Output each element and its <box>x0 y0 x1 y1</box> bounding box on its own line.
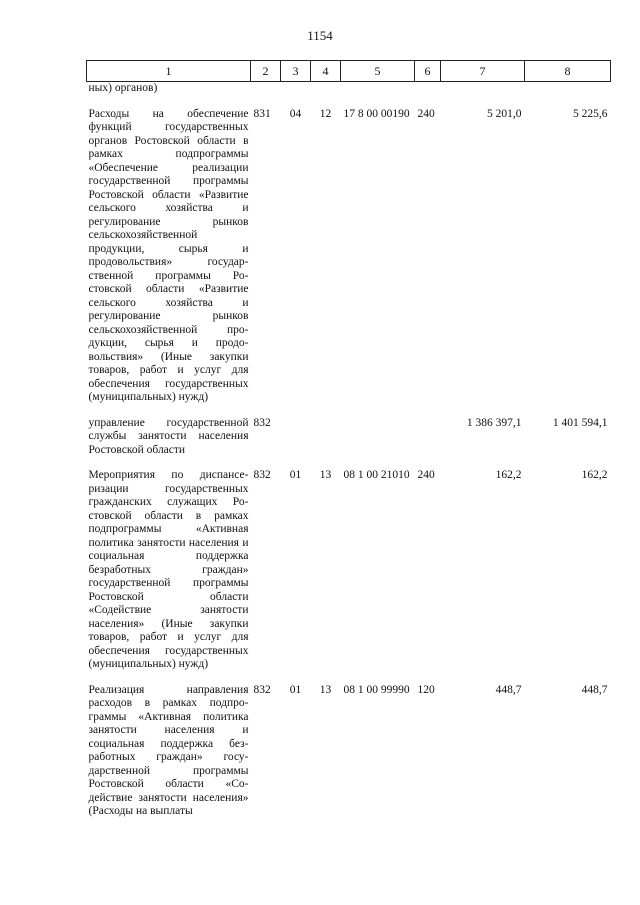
row-amount-year1: 5 201,0 <box>487 107 522 120</box>
row-ministry-code: 832 <box>253 416 271 429</box>
continuation-text: ных) органов) <box>88 82 158 94</box>
row-section-code: 04 <box>289 107 302 120</box>
row-expense-type: 120 <box>417 683 435 696</box>
column-header-3: 3 <box>281 61 311 82</box>
column-header-8: 8 <box>525 61 611 82</box>
row-subsection-code: 12 <box>319 107 332 120</box>
row-section-code: 01 <box>289 683 302 696</box>
row-amount-year2: 1 401 594,1 <box>552 416 608 429</box>
row-ministry-code: 831 <box>253 107 271 120</box>
row-amount-year2: 5 225,6 <box>573 107 608 120</box>
continuation-row <box>87 82 611 96</box>
row-description: Мероприятия по диспансеризации государственных гражданских служащих Ростовской области в рамках подпрограммы «Активная политика занятости населения и социальная поддержка безработных граждан» государственной программы Ростовской области «Содействие занятости населения» (Иные закупки товаров, работ и услуг для обеспечения государственных (муниципальных) нужд) <box>88 469 249 670</box>
row-section-code <box>281 417 311 458</box>
table-row <box>87 417 611 458</box>
table-row <box>87 469 611 672</box>
column-header-1: 1 <box>87 61 251 82</box>
row-amount-year1: 1 386 397,1 <box>466 416 522 429</box>
column-header-5: 5 <box>341 61 415 82</box>
row-description: Реализация направления расходов в рамках подпрограммы «Активная политика занятости населения и социальная поддержка безработных граждан» государственной программы Ростовской области «Содействие занятости населения» (Расходы на выплаты <box>88 683 249 817</box>
table-row <box>87 684 611 819</box>
row-ministry-code: 832 <box>253 683 271 696</box>
table-header-row <box>87 61 611 82</box>
row-target-article: 08 1 00 21010 <box>343 469 410 481</box>
row-amount-year1: 448,7 <box>495 683 522 696</box>
column-header-2: 2 <box>251 61 281 82</box>
row-expense-type <box>415 417 441 458</box>
row-description: управление государственной службы занятости населения Ростовской области <box>88 416 249 456</box>
row-subsection-code: 13 <box>319 469 332 481</box>
row-subsection-code <box>311 417 341 458</box>
budget-table <box>86 60 611 819</box>
row-amount-year1: 162,2 <box>495 469 522 481</box>
row-target-article: 17 8 00 00190 <box>343 107 410 120</box>
column-header-6: 6 <box>415 61 441 82</box>
column-header-4: 4 <box>311 61 341 82</box>
row-subsection-code: 13 <box>319 683 332 696</box>
row-expense-type: 240 <box>417 469 435 481</box>
page-number: 1154 <box>307 28 333 43</box>
row-expense-type: 240 <box>417 107 435 120</box>
column-header-7: 7 <box>441 61 525 82</box>
row-amount-year2: 162,2 <box>581 469 608 481</box>
row-target-article <box>341 417 415 458</box>
row-description: Расходы на обеспечение функций государственных органов Ростовской области в рамках подпрограммы «Обеспечение реализации государственной программы Ростовской области «Развитие сельского хозяйства и регулирование рынков сельскохозяйственной продукции, сырья и продовольствия» государственной программы Ростовской области «Развитие сельского хозяйства и регулирование рынков сельскохозяйственной продукции, сырья и продовольствия» (Иные закупки товаров, работ и услуг для обеспечения государственных (муниципальных) нужд) <box>88 107 249 403</box>
row-amount-year2: 448,7 <box>581 683 608 696</box>
table-row <box>87 108 611 405</box>
row-ministry-code: 832 <box>253 469 271 481</box>
row-section-code: 01 <box>289 469 302 481</box>
row-target-article: 08 1 00 99990 <box>343 683 410 696</box>
